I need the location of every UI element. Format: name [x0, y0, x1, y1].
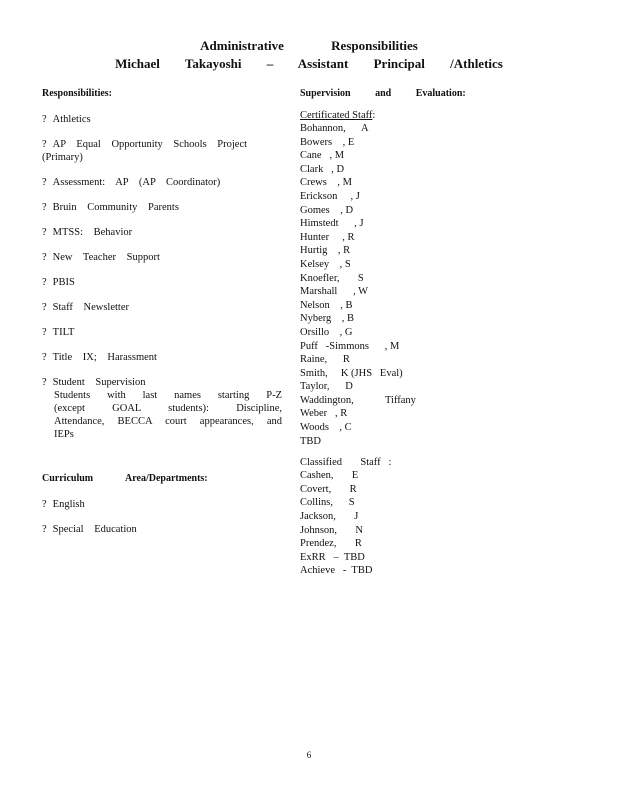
classified-heading: Classified Staff :	[300, 457, 392, 469]
list-item-label: Special Education	[52, 524, 137, 535]
supervision-column	[300, 88, 470, 578]
list-item-label: MTSS: Behavior	[52, 227, 133, 238]
responsibilities-list	[42, 113, 282, 441]
curriculum-list	[42, 498, 282, 536]
list-item	[42, 276, 282, 289]
staff-name: Weber , R	[300, 408, 348, 420]
bullet-icon: ?	[42, 327, 47, 338]
staff-name: Woods , C	[300, 422, 352, 434]
staff-name: Collins, S	[300, 497, 355, 509]
staff-name: Erickson , J	[300, 190, 360, 202]
bullet-icon: ?	[42, 252, 47, 263]
bullet-icon: ?	[42, 302, 47, 313]
staff-name: Hunter , R	[300, 231, 355, 243]
staff-name: Raine, R	[300, 354, 350, 366]
bullet-icon: ?	[42, 377, 47, 388]
staff-name: Nyberg , B	[300, 313, 355, 325]
list-item	[42, 113, 282, 126]
staff-name: Johnson, N	[300, 524, 364, 536]
staff-name: Bohannon, A	[300, 123, 369, 134]
list-item-label: AP Equal Opportunity Schools Project (Primary)	[42, 139, 248, 163]
staff-name: Marshall , W	[300, 286, 369, 298]
page-title: Administrative Responsibilities	[200, 38, 418, 53]
staff-name: Prendez, R	[300, 538, 362, 550]
list-item-label: Athletics	[52, 114, 91, 125]
staff-name: Puff -Simmons , M	[300, 340, 400, 352]
list-item	[42, 201, 282, 214]
staff-name: Crews , M	[300, 177, 352, 189]
staff-name: Bowers , E	[300, 136, 355, 148]
list-item	[42, 351, 282, 364]
list-item	[42, 301, 282, 314]
list-item	[42, 523, 282, 536]
page-number: 6	[306, 750, 312, 760]
responsibilities-heading: Responsibilities:	[42, 88, 113, 99]
list-item-label: Bruin Community Parents	[52, 202, 179, 213]
staff-name: Knoefler, S	[300, 272, 364, 284]
staff-name: Jackson, J	[300, 511, 359, 523]
staff-name: Nelson , B	[300, 299, 353, 311]
staff-name: Kelsey , S	[300, 258, 351, 270]
staff-name: Taylor, D	[300, 381, 353, 393]
bullet-icon: ?	[42, 227, 47, 238]
certificated-colon: :	[372, 110, 376, 121]
responsibilities-column	[42, 88, 282, 548]
bullet-icon: ?	[42, 177, 47, 188]
page-subtitle: Michael Takayoshi – Assistant Principal /Athletics	[115, 56, 503, 71]
list-item-label: English	[52, 499, 85, 510]
list-item-label: TILT	[52, 327, 75, 338]
staff-name: Orsillo , G	[300, 326, 353, 338]
list-item	[42, 326, 282, 339]
staff-name: Cane , M	[300, 150, 345, 162]
curriculum-heading: Curriculum Area/Departments:	[42, 473, 208, 484]
staff-name: TBD	[300, 435, 321, 447]
list-item-label: Staff Newsletter	[52, 302, 129, 313]
staff-name: Himstedt , J	[300, 218, 364, 230]
bullet-icon: ?	[42, 114, 47, 125]
bullet-icon: ?	[42, 499, 47, 510]
staff-name: Smith, K (JHS Eval)	[300, 367, 403, 379]
list-item	[42, 498, 282, 511]
staff-name: Achieve - TBD	[300, 565, 373, 577]
certificated-staff-list	[300, 122, 470, 448]
student-supervision-detail: Students with last names starting P-Z (except GOAL students): Discipline, Attendance, BECCA court appearances, and IEPs	[54, 390, 282, 440]
classified-staff-list	[300, 469, 470, 578]
list-item-label: Assessment: AP (AP Coordinator)	[52, 177, 221, 188]
list-item	[42, 226, 282, 239]
list-item	[42, 176, 282, 189]
list-item-label: Title IX; Harassment	[52, 352, 157, 363]
list-item-label: New Teacher Support	[52, 252, 160, 263]
list-item	[42, 251, 282, 264]
staff-name: Waddington, Tiffany	[300, 394, 416, 406]
bullet-icon: ?	[42, 352, 47, 363]
list-item-label: PBIS	[52, 277, 75, 288]
bullet-icon: ?	[42, 202, 47, 213]
bullet-icon: ?	[42, 524, 47, 535]
certificated-heading-line	[300, 109, 470, 122]
staff-name: Clark , D	[300, 163, 345, 175]
bullet-icon: ?	[42, 139, 47, 150]
list-item	[42, 138, 282, 164]
staff-name: ExRR – TBD	[300, 551, 365, 563]
staff-name: Cashen, E	[300, 470, 359, 482]
list-item	[42, 376, 282, 441]
staff-name: Gomes , D	[300, 204, 354, 216]
staff-name: Covert, R	[300, 483, 357, 495]
list-item-label: Student Supervision	[52, 377, 146, 388]
bullet-icon: ?	[42, 277, 47, 288]
staff-name: Hurtig , R	[300, 245, 351, 257]
certificated-heading: Certificated Staff	[300, 110, 373, 121]
supervision-heading: Supervision and Evaluation:	[300, 88, 466, 99]
